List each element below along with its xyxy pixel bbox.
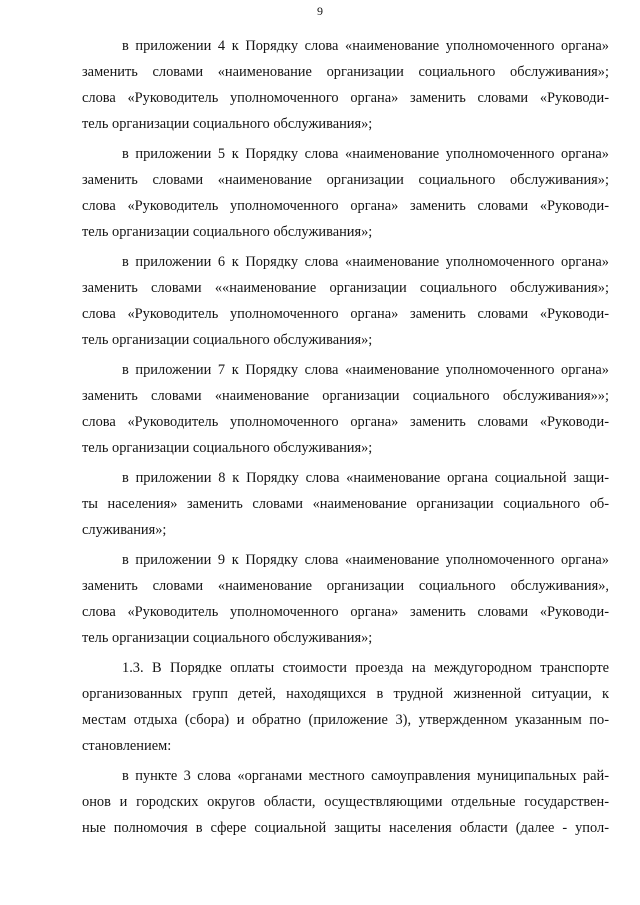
text-line: местам отдыха (сбора) и обратно (приложение 3), утвержденном указанным по-	[82, 712, 609, 728]
text-line: организованных групп детей, находящихся в трудной жизненной ситуации, к	[82, 686, 609, 702]
page-number: 9	[317, 4, 323, 18]
text-line: тель организации социального обслуживания»;	[82, 440, 373, 456]
text-line: в пункте 3 слова «органами местного самоуправления муниципальных рай-	[122, 768, 609, 784]
document-body	[82, 33, 609, 841]
text-line: тель организации социального обслуживания»;	[82, 630, 373, 646]
text-line: тель организации социального обслуживания»;	[82, 332, 373, 348]
text-line: слова «Руководитель уполномоченного органа» заменить словами «Руководи-	[82, 604, 609, 620]
text-line: в приложении 9 к Порядку слова «наименование уполномоченного органа»	[122, 552, 609, 568]
text-line: слова «Руководитель уполномоченного органа» заменить словами «Руководи-	[82, 90, 609, 106]
text-line: в приложении 8 к Порядку слова «наименование органа социальной защи-	[122, 470, 609, 486]
text-line: тель организации социального обслуживания»;	[82, 224, 373, 240]
text-line: ные полномочия в сфере социальной защиты населения области (далее - упол-	[82, 820, 609, 836]
text-line: слова «Руководитель уполномоченного органа» заменить словами «Руководи-	[82, 306, 609, 322]
text-line: слова «Руководитель уполномоченного органа» заменить словами «Руководи-	[82, 414, 609, 430]
text-line: в приложении 7 к Порядку слова «наименование уполномоченного органа»	[122, 362, 609, 378]
text-line: 1.3. В Порядке оплаты стоимости проезда на междугородном транспорте	[122, 660, 609, 676]
text-line: заменить словами «наименование организации социального обслуживания»;	[82, 64, 609, 80]
text-line: заменить словами ««наименование организации социального обслуживания»;	[82, 280, 609, 296]
text-line: слова «Руководитель уполномоченного органа» заменить словами «Руководи-	[82, 198, 609, 214]
text-line: тель организации социального обслуживания»;	[82, 116, 373, 132]
text-line: заменить словами «наименование организации социального обслуживания»;	[82, 172, 609, 188]
text-line: в приложении 5 к Порядку слова «наименование уполномоченного органа»	[122, 146, 609, 162]
text-line: становлением:	[82, 738, 172, 754]
text-line: заменить словами «наименование организации социального обслуживания»»;	[82, 388, 609, 404]
text-line: заменить словами «наименование организации социального обслуживания»,	[82, 578, 609, 594]
text-line: служивания»;	[82, 522, 167, 538]
text-line: в приложении 4 к Порядку слова «наименование уполномоченного органа»	[122, 38, 609, 54]
text-line: в приложении 6 к Порядку слова «наименование уполномоченного органа»	[122, 254, 609, 270]
text-line: онов и городских округов области, осуществляющими отдельные государствен-	[82, 794, 609, 810]
text-line: ты населения» заменить словами «наименование организации социального об-	[82, 496, 609, 512]
